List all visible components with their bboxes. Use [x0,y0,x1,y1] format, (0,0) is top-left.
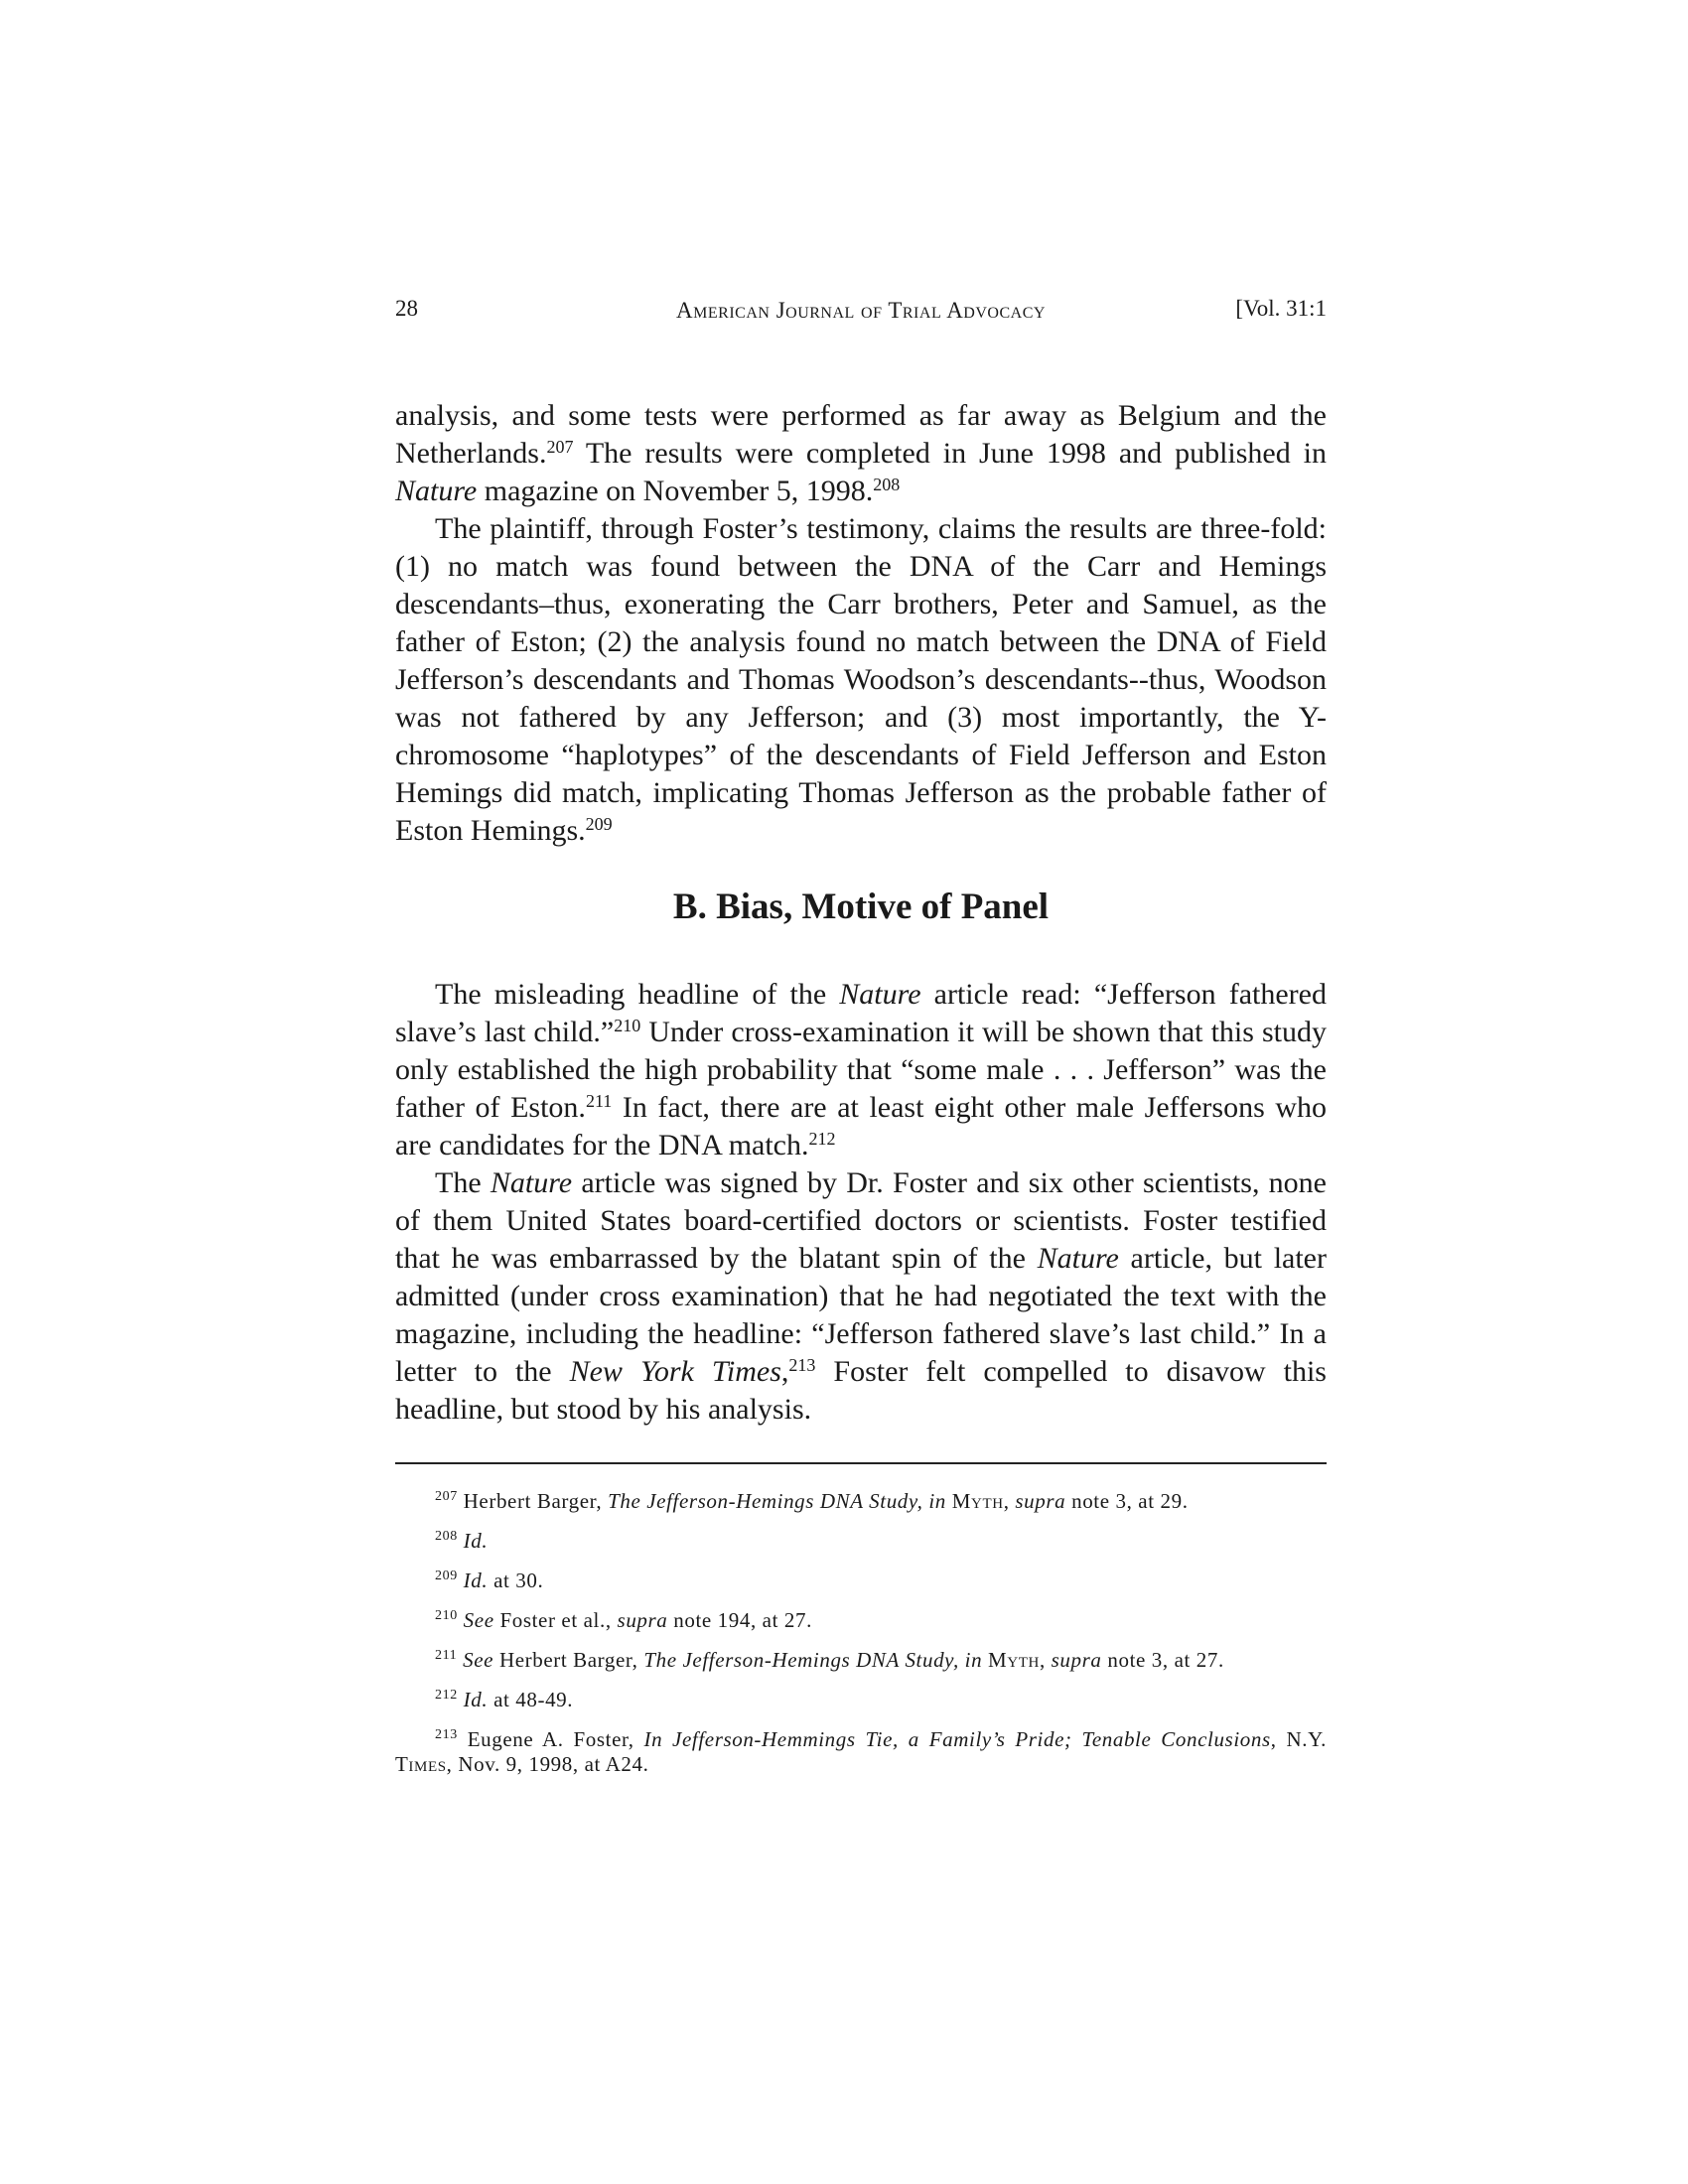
italic-text: In Jefferson-Hemmings Tie, a Family’s Pride; Tenable Conclusions [643,1727,1271,1751]
text: article was signed by Dr. Foster and six other scientists, none of them United States board-certified doctors or scientists. Foster testified that he was embarrassed by the blatant spin of the [395,1166,1328,1275]
text: article, but later admitted (under cross examination) that he had negotiated the text with the magazine, including the headline: “Jefferson fathered slave’s last child.” In a letter to the [395,1242,1327,1388]
footnotes [395,1489,1327,1792]
italic-text: supra [1015,1489,1066,1513]
paragraph-2 [395,510,1327,850]
page-number: 28 [395,296,418,321]
text: note 194, at 27. [667,1608,812,1632]
italic-text: Id. [463,1569,489,1592]
footnote-number: 212 [435,1688,458,1703]
footnote-number: 210 [435,1608,458,1623]
body-text-bottom [395,976,1327,1429]
paragraph-1 [395,397,1327,510]
italic-text: Id. [463,1529,489,1553]
footnote-ref-210: 210 [614,1016,641,1035]
text: note 3, at 29. [1065,1489,1189,1513]
text: Foster et al., [493,1608,618,1632]
running-header [395,296,1327,336]
small-caps-text: Myth [988,1648,1040,1672]
italic-text: The Jefferson-Hemings DNA Study, in [608,1489,946,1513]
italic-text: Id. [463,1688,489,1711]
text: , Nov. 9, 1998, at A24. [446,1752,649,1776]
italic-text: New York Times [569,1355,781,1388]
italic-text: supra [1051,1648,1102,1672]
small-caps-text: Myth [951,1489,1004,1513]
text: , [780,1355,789,1388]
text: Herbert Barger, [463,1489,609,1513]
text: at 30. [488,1569,544,1592]
small-caps-text: Times [395,1752,447,1776]
footnote-number: 209 [435,1569,458,1583]
text: Under cross-examination it will be shown that this study only established the high probability that “some male . . . Jefferson” was the father of Eston. [395,1016,1327,1124]
italic-text: Nature [490,1166,573,1199]
footnote-number: 208 [435,1529,458,1544]
volume-label: [Vol. 31:1 [1235,296,1327,321]
italic-text: Nature [839,978,921,1011]
footnote-207 [395,1489,1327,1514]
footnote-ref-213: 213 [788,1355,816,1375]
text: , N.Y. [1270,1727,1327,1751]
footnote-ref-211: 211 [585,1091,613,1111]
text: The results were completed in June 1998 and published in [573,437,1327,470]
footnote-208 [395,1529,1327,1554]
footnote-213 [395,1727,1327,1777]
text: analysis, and some tests were performed as far away as Belgium and the Netherlands. [395,399,1327,470]
text: at 48-49. [488,1688,574,1711]
text: Eugene A. Foster, [467,1727,644,1751]
text: The [435,1166,491,1199]
paragraph-4 [395,1164,1327,1429]
footnote-number: 211 [435,1648,458,1663]
footnote-ref-212: 212 [808,1129,836,1149]
footnote-ref-209: 209 [585,814,613,834]
footnote-number: 213 [435,1727,458,1742]
footnote-divider [395,1462,1327,1464]
footnote-ref-207: 207 [546,437,574,457]
text: The plaintiff, through Foster’s testimony, claims the results are three-fold: (1) no match was found between the DNA of the Carr and Hemings descendants–thus, exonerating the Carr brothers, Peter and Samuel, as the father of Eston; (2) the analysis found no match between the DNA of Field Jefferson’s descendants and Thomas Woodson’s descendants--thus, Woodson was not fathered by any Jefferson; and (3) most importantly, the Y-chromosome “haplotypes” of the descendants of Field Jefferson and Eston Hemings did match, implicating Thomas Jefferson as the probable father of Eston Hemings. [395,512,1327,847]
footnote-210 [395,1608,1327,1633]
text: Herbert Barger, [493,1648,644,1672]
text: note 3, at 27. [1101,1648,1224,1672]
text: , [1039,1648,1052,1672]
text: , [1003,1489,1016,1513]
italic-text: The Jefferson-Hemings DNA Study, in [643,1648,983,1672]
italic-text: See [463,1608,494,1632]
italic-text: Nature [1037,1242,1119,1275]
italic-text: See [463,1648,494,1672]
footnote-ref-208: 208 [873,475,901,494]
body-text-top [395,397,1327,850]
text: article read: “Jefferson fathered slave’s last child.” [395,978,1327,1048]
footnote-209 [395,1569,1327,1593]
footnote-211 [395,1648,1327,1673]
text: Foster felt compelled to disavow this headline, but stood by his analysis. [395,1355,1327,1426]
footnote-212 [395,1688,1327,1712]
section-heading: B. Bias, Motive of Panel [672,887,1050,927]
footnote-number: 207 [435,1489,458,1504]
text: The misleading headline of the [435,978,840,1011]
italic-text: supra [617,1608,668,1632]
paragraph-3 [395,976,1327,1164]
journal-title: American Journal of Trial Advocacy [676,298,1046,323]
italic-text: Nature [395,475,478,507]
text: In fact, there are at least eight other male Jeffersons who are candidates for the DNA match. [395,1091,1327,1161]
text: magazine on November 5, 1998. [477,475,874,507]
